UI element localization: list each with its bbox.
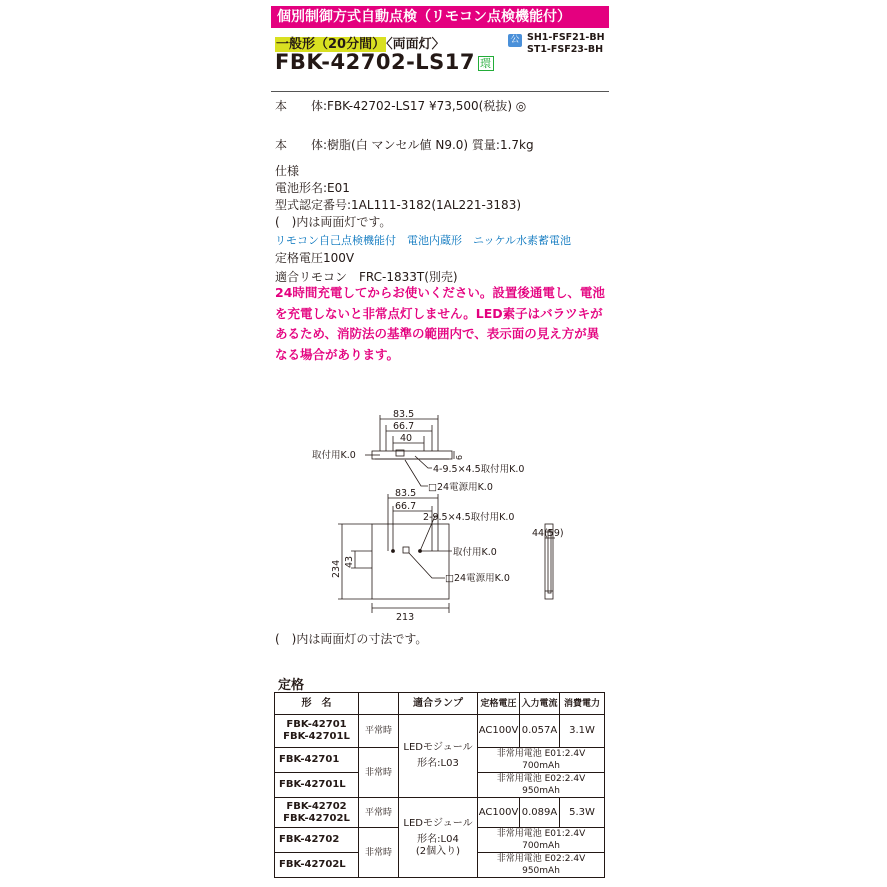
current-cell: 0.089A [520,798,560,828]
current-cell: 0.057A [520,715,560,748]
table-header-row [275,693,605,715]
dim-9: 9 [454,455,463,461]
category-banner: 個別制御方式自動点検（リモコン点検機能付） [271,6,609,28]
header-mode [359,693,399,715]
duration-highlight: 一般形（20分間） [276,37,386,52]
side-depth-dim: 44(59) [532,528,564,539]
voltage-cell: AC100V [478,798,520,828]
public-spec-icon: 公 [508,34,522,47]
dimension-drawing [312,398,600,654]
feature-list: リモコン自己点検機能付 電池内蔵形 ニッケル水素蓄電池 [275,234,572,247]
table-row [275,798,605,828]
top-slot-label: 4-9.5×4.5取付用K.0 [433,464,525,475]
battery-cell: 非常用電池 E02:2.4V 950mAh [478,853,605,878]
front-mount-hole-label: 取付用K.0 [453,547,497,558]
dim-234: 234 [331,559,342,578]
front-slot-label: 2-9.5×4.5取付用K.0 [423,512,515,523]
certification-number: 型式認定番号:1AL111-3182(1AL221-3183) [275,198,522,212]
dim-83-5-top: 83.5 [393,409,415,420]
dim-66-7-front: 66.7 [395,501,417,512]
rated-voltage: 定格電圧100V [275,251,355,265]
divider [271,91,609,92]
front-view-body [372,524,449,599]
charging-warning: 24時間充電してからお使いください。設置後通電し、電池を充電しないと非常点灯しません。LED素子はバラツキがあるため、消防法の基準の範囲内で、表示面の見え方が異なる場合があります。 [275,285,605,362]
model-cell: FBK-42702 [275,828,359,853]
power-cell: 5.3W [560,798,605,828]
model-number: FBK-42702-LS17 [275,50,476,74]
voltage-cell: AC100V [478,715,520,748]
paren-note: ( )内は両面灯です。 [275,215,392,229]
dim-43: 43 [344,555,355,568]
mode-cell: 非常時 [359,748,399,798]
model-cell: FBK-42702 FBK-42702L [275,798,359,828]
model-title [275,50,494,74]
model-cell: FBK-42701L [275,773,359,798]
spec-code: SH1-FSF21-BH [527,32,605,43]
dim-83-5-front: 83.5 [395,488,417,499]
mode-cell: 非常時 [359,828,399,878]
double-sided-label: 〈両面灯〉 [386,37,445,52]
header-lamp: 適合ランプ [399,693,478,715]
header-voltage: 定格電圧 [478,693,520,715]
price-line: 本 体:FBK-42702-LS17 ¥73,500(税抜) ◎ [275,99,527,113]
rating-table [274,692,605,878]
eco-mark-icon: 環 [480,56,492,70]
lamp-cell: LEDモジュール 形名:L04 (2個入り) [399,798,478,878]
mode-cell: 平常時 [359,715,399,748]
model-cell: FBK-42701 FBK-42701L [275,715,359,748]
dimension-note: ( )内は両面灯の寸法です。 [275,632,428,646]
battery-cell: 非常用電池 E01:2.4V 700mAh [478,828,605,853]
mode-cell: 平常時 [359,798,399,828]
lamp-cell: LEDモジュール 形名:L03 [399,715,478,798]
battery-type: 電池形名:E01 [275,181,350,195]
rating-heading: 定格 [278,678,305,693]
model-cell: FBK-42702L [275,853,359,878]
top-mount-hole-label: 取付用K.0 [312,450,356,461]
table-row [275,715,605,748]
top-view-body [372,451,452,459]
power-cell: 3.1W [560,715,605,748]
spec-heading: 仕様 [275,164,300,178]
header-power: 消費電力 [560,693,605,715]
model-cell: FBK-42701 [275,748,359,773]
compatible-remote: 適合リモコン FRC-1833T(別売) [275,270,458,284]
battery-cell: 非常用電池 E01:2.4V 700mAh [478,748,605,773]
front-power-hole-label: □24電源用K.0 [445,573,510,584]
header-current: 入力電流 [520,693,560,715]
header-model: 形 名 [275,693,359,715]
spec-code: ST1-FSF23-BH [527,44,604,55]
top-power-hole-label: □24電源用K.0 [428,482,493,493]
dim-40-top: 40 [400,433,413,444]
spec-codes [527,32,605,56]
battery-cell: 非常用電池 E02:2.4V 950mAh [478,773,605,798]
dim-66-7-top: 66.7 [393,421,415,432]
dim-213: 213 [396,612,415,623]
material-line: 本 体:樹脂(白 マンセル値 N9.0) 質量:1.7kg [275,138,534,152]
